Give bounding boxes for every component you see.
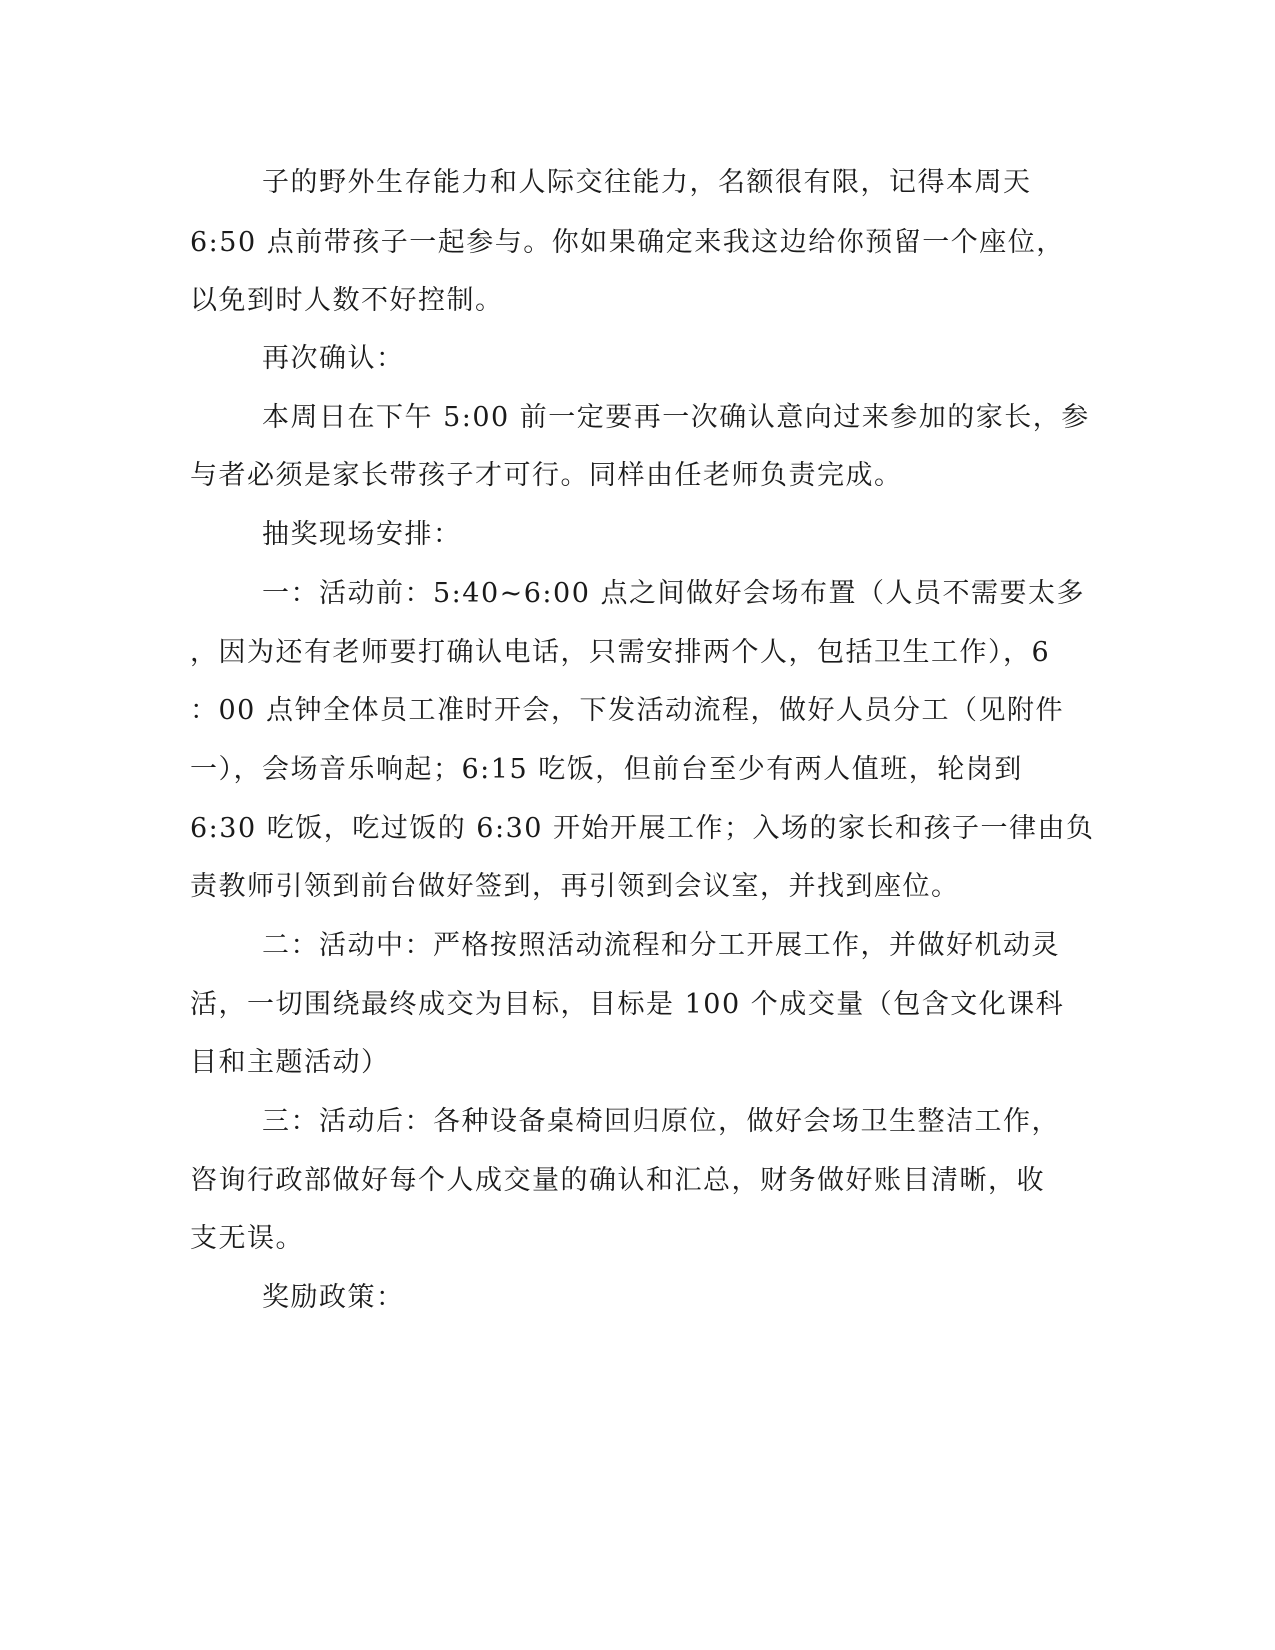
paragraph-line: 子的野外生存能力和人际交往能力，名额很有限，记得本周天: [262, 167, 1032, 198]
paragraph-line: 责教师引领到前台做好签到，再引领到会议室，并找到座位。: [190, 871, 960, 902]
section-heading: 奖励政策：: [262, 1282, 405, 1313]
paragraph-line: 二：活动中：严格按照活动流程和分工开展工作，并做好机动灵: [262, 930, 1060, 961]
section-heading: 抽奖现场安排：: [262, 519, 462, 550]
section-heading: 再次确认：: [262, 343, 405, 374]
paragraph-line: 一：活动前：5:40~6:00 点之间做好会场布置（人员不需要太多: [262, 578, 1085, 609]
paragraph-line: ：00 点钟全体员工准时开会，下发活动流程，做好人员分工（见附件: [190, 695, 1064, 726]
paragraph-line: 本周日在下午 5:00 前一定要再一次确认意向过来参加的家长，参: [262, 402, 1090, 433]
paragraph-line: 一），会场音乐响起；6:15 吃饭，但前台至少有两人值班，轮岗到: [190, 754, 1023, 785]
paragraph-line: ，因为还有老师要打确认电话，只需安排两个人，包括卫生工作），6: [190, 637, 1051, 668]
paragraph-line: 咨询行政部做好每个人成交量的确认和汇总，财务做好账目清晰，收: [190, 1165, 1045, 1196]
paragraph-line: 6:30 吃饭，吃过饭的 6:30 开始开展工作；入场的家长和孩子一律由负: [190, 813, 1095, 844]
paragraph-line: 三：活动后：各种设备桌椅回归原位，做好会场卫生整洁工作，: [262, 1106, 1060, 1137]
paragraph-line: 目和主题活动）: [190, 1047, 390, 1078]
paragraph-line: 支无误。: [190, 1223, 304, 1254]
paragraph-line: 6:50 点前带孩子一起参与。你如果确定来我这边给你预留一个座位，: [190, 227, 1065, 258]
paragraph-line: 以免到时人数不好控制。: [190, 285, 504, 316]
paragraph-line: 与者必须是家长带孩子才可行。同样由任老师负责完成。: [190, 460, 903, 491]
paragraph-line: 活，一切围绕最终成交为目标，目标是 100 个成交量（包含文化课科: [190, 989, 1065, 1020]
